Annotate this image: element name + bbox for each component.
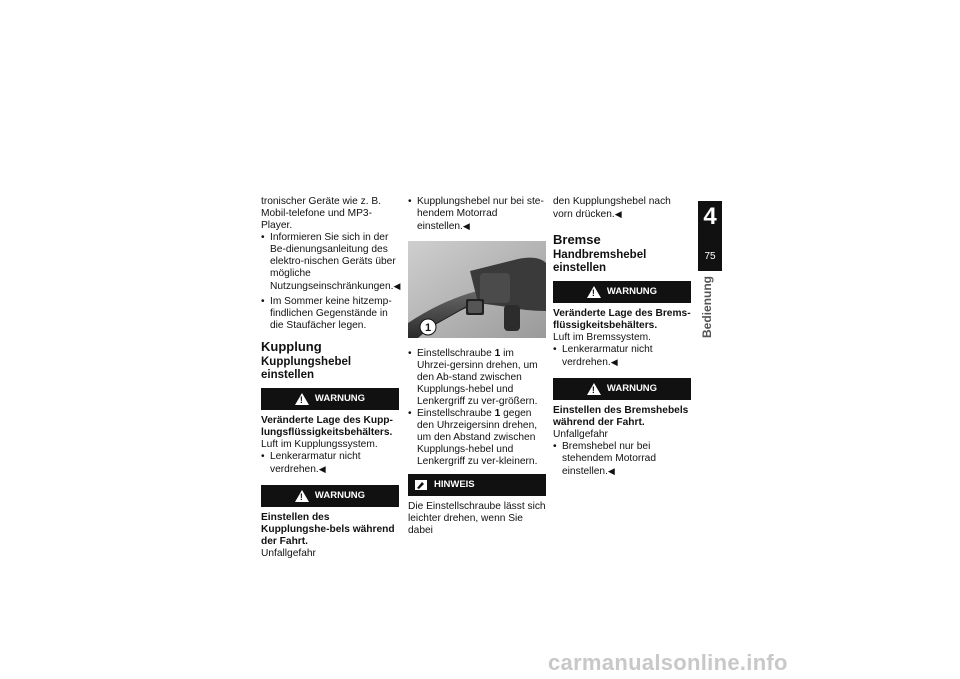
bullet-text: Einstellschraube <box>417 408 492 419</box>
bullet-text: Bremshebel nur bei stehendem Motorrad einstellen. <box>562 441 657 477</box>
warning-label: WARNUNG <box>314 490 366 501</box>
bullet-text: Einstellschraube <box>417 348 492 359</box>
end-mark-icon: ◀ <box>318 464 326 474</box>
bullet-text: Lenkerarmatur nicht verdrehen. <box>562 344 653 368</box>
section-heading: Kupplung <box>261 339 322 354</box>
column-2 <box>408 196 546 537</box>
bullet-item <box>408 348 546 408</box>
subsection-heading: Handbremshebel einstellen <box>553 249 647 274</box>
bullet-item <box>261 296 399 332</box>
bullet-item <box>408 196 546 233</box>
warning-box <box>261 485 399 507</box>
bullet-text: Informieren Sie sich in der Be-dienungsanleitung des elektro-nischen Geräts über mögliche Nutzungseinschränkungen. <box>270 232 396 292</box>
bullet-item <box>553 344 691 369</box>
warning-text: Luft im Kupplungssystem. <box>261 439 378 450</box>
reference-number: 1 <box>494 408 501 419</box>
warning-icon <box>295 393 309 405</box>
paragraph-text: tronischer Geräte wie z. B. Mobil-telefone und MP3-Player. <box>261 196 382 231</box>
clutch-lever-photo <box>408 241 546 338</box>
note-text: Die Einstellschraube lässt sich leichter drehen, wenn Sie dabei <box>408 501 546 536</box>
end-mark-icon: ◀ <box>614 209 622 219</box>
warning-text: Unfallgefahr <box>261 548 316 559</box>
column-1 <box>261 196 399 560</box>
reference-number: 1 <box>494 348 501 359</box>
warning-box <box>261 388 399 410</box>
section-heading: Bremse <box>553 232 601 247</box>
column-3 <box>553 196 691 478</box>
warning-icon <box>295 490 309 502</box>
bullet-text: Im Sommer keine hitzemp-findlichen Gegenstände in die Staufächer legen. <box>270 296 392 331</box>
warning-text: Luft im Bremssystem. <box>553 332 651 343</box>
end-mark-icon: ◀ <box>462 221 470 231</box>
watermark: carmanualsonline.info <box>548 650 788 675</box>
note-box <box>408 474 546 496</box>
page-number: 75 <box>704 251 716 262</box>
note-label: HINWEIS <box>434 479 475 490</box>
end-mark-icon: ◀ <box>393 281 401 291</box>
warning-box <box>553 378 691 400</box>
bullet-item <box>261 451 399 476</box>
bullet-text: Kupplungshebel nur bei ste-hendem Motorrad einstellen. <box>417 196 544 232</box>
bullet-item <box>261 232 399 293</box>
bullet-text: im Uhrzei-gersinn drehen, um den Ab-stand zwischen Kupplungs-hebel und Lenkergriff zu ver-größern. <box>417 348 538 407</box>
subsection-heading: Kupplungshebel einstellen <box>261 356 352 381</box>
warning-text: Unfallgefahr <box>553 429 608 440</box>
warning-title: Veränderte Lage des Brems-flüssigkeitsbehälters. <box>553 308 691 331</box>
end-mark-icon: ◀ <box>610 357 618 367</box>
warning-title: Einstellen des Bremshebels während der Fahrt. <box>553 405 689 428</box>
bullet-item <box>408 408 546 468</box>
warning-title: Veränderte Lage des Kupp-lungsflüssigkeitsbehälters. <box>261 415 393 438</box>
warning-title: Einstellen des Kupplungshe-bels während der Fahrt. <box>261 512 395 547</box>
note-icon <box>414 479 428 491</box>
end-mark-icon: ◀ <box>607 466 615 476</box>
bullet-text: gegen den Uhrzeigersinn drehen, um den Abstand zwischen Kupplungs-hebel und Lenkergriff zu ver-kleinern. <box>417 408 538 467</box>
paragraph-text <box>553 196 691 221</box>
warning-box <box>553 281 691 303</box>
chapter-number: 4 <box>703 203 717 230</box>
warning-label: WARNUNG <box>314 393 366 404</box>
bullet-text: Lenkerarmatur nicht verdrehen. <box>270 451 361 475</box>
warning-label: WARNUNG <box>606 286 658 297</box>
paragraph-text-span: den Kupplungshebel nach vorn drücken. <box>553 196 671 220</box>
warning-icon <box>587 286 601 298</box>
bullet-item <box>553 441 691 478</box>
warning-icon <box>587 383 601 395</box>
warning-label: WARNUNG <box>606 383 658 394</box>
chapter-title: Bedienung <box>700 276 714 338</box>
chapter-tab <box>698 201 722 271</box>
callout-label: 1 <box>424 322 432 334</box>
